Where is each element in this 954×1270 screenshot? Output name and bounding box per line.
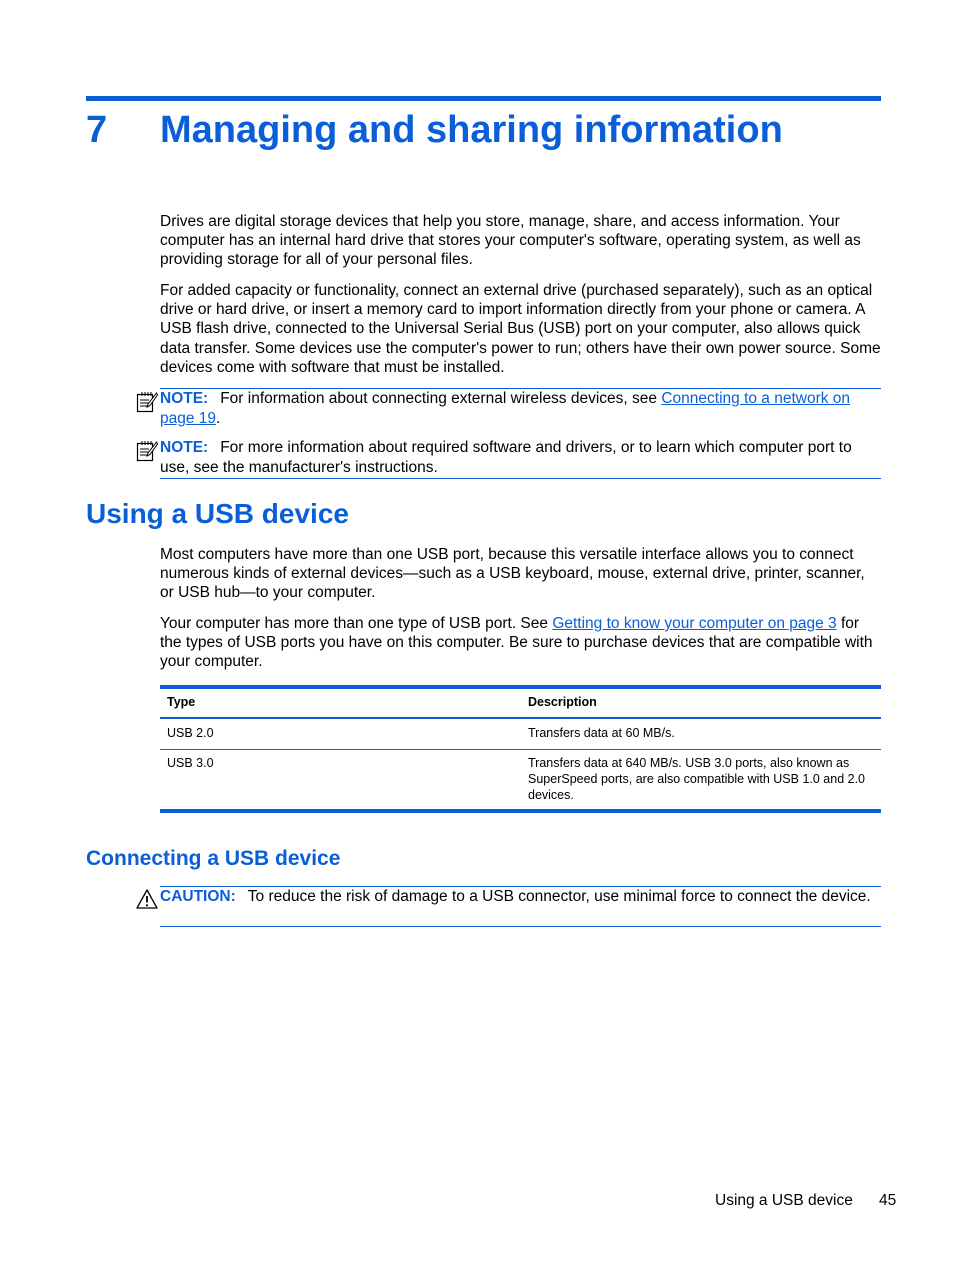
caution-note: CAUTION: To reduce the risk of damage to a USB connector, use minimal force to connect the device. <box>160 888 871 905</box>
note-label: NOTE: <box>160 390 209 407</box>
usb-paragraph-1: Most computers have more than one USB port, because this versatile interface allows you to connect numerous kinds of external devices—such as a USB keyboard, mouse, external drive, printer, scanner, or USB hub—to your computer. <box>160 546 865 602</box>
table-header-description: Description <box>528 695 597 709</box>
page-number: 45 <box>879 1192 897 1209</box>
table-header-rule <box>160 717 881 719</box>
warning-icon <box>136 888 158 910</box>
note-2: NOTE: For more information about required software and drivers, or to learn which computer port to use, see the manufacturer's instructions. <box>160 439 852 476</box>
chapter-number: 7 <box>86 109 108 151</box>
usb-paragraph-2: Your computer has more than one type of USB port. See Getting to know your computer on page 3 for the types of USB ports you have on this computer. Be sure to purchase devices that are compatible with your computer. <box>160 615 873 671</box>
link-getting-to-know-computer[interactable]: Getting to know your computer on page 3 <box>552 615 837 632</box>
chapter-top-rule <box>86 96 881 101</box>
section-heading-using-usb: Using a USB device <box>86 498 349 529</box>
table-row-description: Transfers data at 60 MB/s. <box>528 726 675 740</box>
intro-paragraph-1: Drives are digital storage devices that help you store, manage, share, and access information. Your computer has an internal hard drive that stores your computer's software, operating system, as well as providing storage for all of your personal files. <box>160 213 861 269</box>
caution-label: CAUTION: <box>160 888 236 905</box>
subsection-heading-connecting-usb: Connecting a USB device <box>86 847 341 870</box>
table-row-type: USB 2.0 <box>167 726 214 740</box>
table-top-rule <box>160 685 881 689</box>
note2-bottom-rule <box>160 478 881 479</box>
table-header-type: Type <box>167 695 196 709</box>
note-1: NOTE: For information about connecting external wireless devices, see Connecting to a network on page 19. <box>160 390 851 427</box>
note-icon <box>136 391 158 413</box>
table-row-type: USB 3.0 <box>167 756 214 770</box>
table-row-description: Transfers data at 640 MB/s. USB 3.0 ports, also known as SuperSpeed ports, are also compatible with USB 1.0 and 2.0 devices. <box>528 756 866 802</box>
table-row-rule <box>160 749 881 750</box>
table-bottom-rule <box>160 809 881 813</box>
footer-section-title: Using a USB device <box>715 1192 853 1209</box>
chapter-title: Managing and sharing information <box>160 109 783 151</box>
intro-paragraph-2: For added capacity or functionality, connect an external drive (purchased separately), such as an optical drive or hard drive, or insert a memory card to import information directly from your phone or camera. A USB flash drive, connected to the Universal Serial Bus (USB) port on your computer, also allows quick data transfer. Some devices use the computer's power to run; others have their own power source. Some devices come with software that must be installed. <box>160 282 881 376</box>
note-icon <box>136 440 158 462</box>
link-connecting-to-network[interactable]: Connecting to a network on page 19 <box>160 390 851 427</box>
caution-bottom-rule <box>160 926 881 927</box>
note-label: NOTE: <box>160 439 209 456</box>
